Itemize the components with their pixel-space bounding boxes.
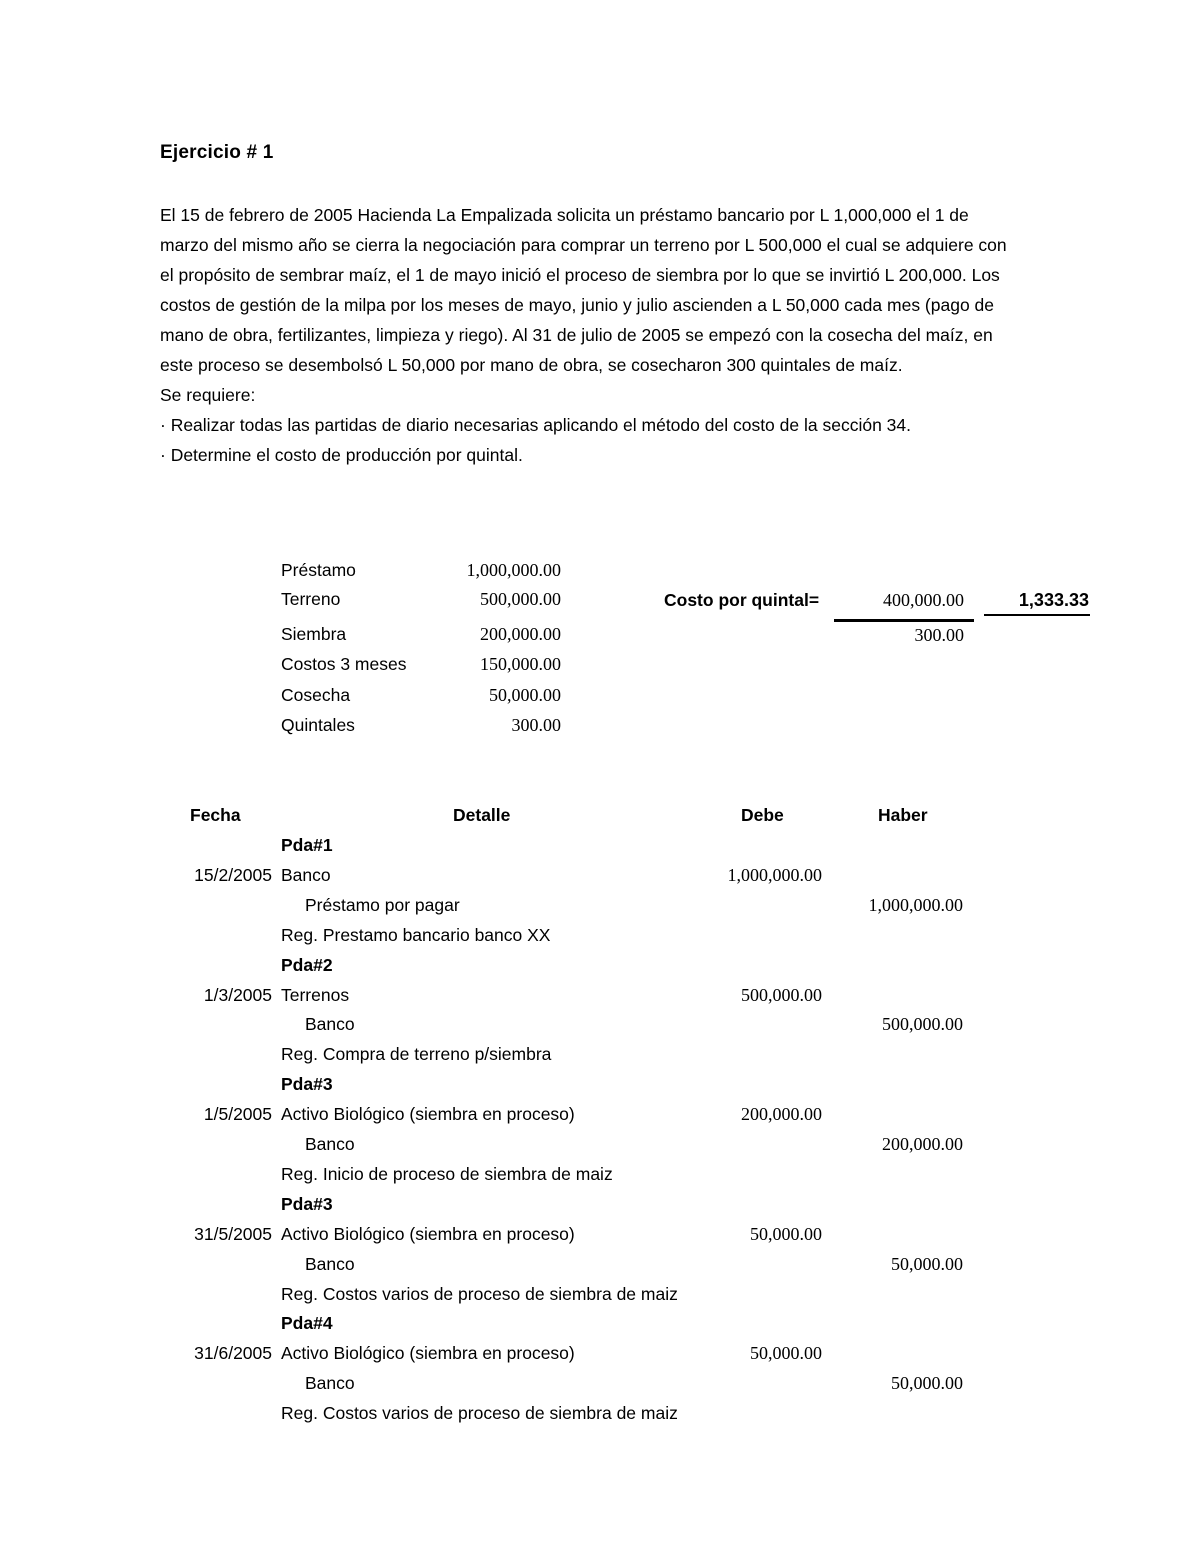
- entry-credit: 200,000.00: [882, 1134, 963, 1154]
- cost-per-quintal-numerator: 400,000.00: [883, 590, 964, 610]
- statement-line: El 15 de febrero de 2005 Hacienda La Empalizada solicita un préstamo bancario por L 1,000,000 el 1 de: [160, 205, 969, 225]
- entry-detail: Banco: [305, 1014, 355, 1035]
- entry-debit: 50,000.00: [750, 1343, 822, 1364]
- summary-value: 50,000.00: [489, 685, 561, 705]
- summary-value: 500,000.00: [480, 589, 561, 609]
- summary-row: [281, 715, 581, 743]
- entry-date: 31/5/2005: [194, 1223, 272, 1244]
- table-row: [0, 1224, 1200, 1254]
- statement-line: mano de obra, fertilizantes, limpieza y riego). Al 31 de julio de 2005 se empezó con la cosecha del maíz, en: [160, 325, 993, 345]
- statement-line: marzo del mismo año se cierra la negociación para comprar un terreno por L 500,000 el cual se adquiere con: [160, 235, 1007, 255]
- entry-detail: Reg. Inicio de proceso de siembra de maiz: [281, 1163, 613, 1184]
- table-row: [0, 925, 1200, 955]
- entry-date: 1/5/2005: [203, 1104, 272, 1125]
- statement-line: · Determine el costo de producción por quintal.: [160, 445, 523, 465]
- entry-detail: Banco: [305, 1253, 355, 1274]
- entry-credit: 50,000.00: [891, 1253, 963, 1274]
- page-title: Ejercicio # 1: [160, 142, 274, 163]
- entry-detail: Reg. Compra de terreno p/siembra: [281, 1044, 552, 1065]
- cost-per-quintal-label: Costo por quintal=: [664, 590, 820, 610]
- entry-debit: 200,000.00: [741, 1104, 822, 1125]
- entry-date: 31/6/2005: [194, 1343, 272, 1364]
- summary-label: Cosecha: [281, 685, 351, 705]
- table-row: [0, 1403, 1200, 1433]
- table-row: [0, 1074, 1200, 1104]
- cost-per-quintal-result: 1,333.33: [1018, 590, 1089, 610]
- table-row: [0, 1164, 1200, 1194]
- entry-debit: 50,000.00: [750, 1223, 822, 1244]
- summary-value: 150,000.00: [480, 654, 561, 674]
- entry-debit: 500,000.00: [741, 984, 822, 1005]
- table-row: [0, 895, 1200, 925]
- statement-line: · Realizar todas las partidas de diario necesarias aplicando el método del costo de la sección 34.: [160, 415, 911, 435]
- entry-date: 1/3/2005: [203, 984, 272, 1005]
- entry-detail: Pda#3: [281, 1074, 333, 1095]
- entry-credit: 1,000,000.00: [868, 894, 963, 915]
- table-row: [0, 1104, 1200, 1134]
- entry-detail: Pda#2: [281, 954, 333, 975]
- entry-detail: Pda#1: [281, 835, 333, 855]
- statement-line: costos de gestión de la milpa por los meses de mayo, junio y julio ascienden a L 50,000 cada mes (pago de: [160, 295, 995, 315]
- exercise-statement: [160, 200, 1100, 470]
- table-row: [0, 985, 1200, 1015]
- entry-detail: Pda#4: [281, 1313, 333, 1334]
- entry-detail: Reg. Costos varios de proceso de siembra de maiz: [281, 1283, 678, 1304]
- entry-date: 15/2/2005: [194, 864, 272, 885]
- entry-debit: 1,000,000.00: [727, 864, 822, 885]
- entry-detail: Banco: [281, 864, 331, 885]
- cost-per-quintal-denominator: 300.00: [914, 625, 964, 645]
- summary-row: [281, 624, 581, 652]
- entry-credit: 50,000.00: [891, 1373, 963, 1394]
- table-row: [0, 1313, 1200, 1343]
- fraction-line: [834, 619, 974, 622]
- summary-row: [281, 589, 581, 617]
- table-row: [0, 835, 1200, 865]
- summary-label: Quintales: [281, 715, 355, 735]
- entry-detail: Terrenos: [281, 984, 350, 1005]
- summary-label: Siembra: [281, 624, 347, 644]
- entry-credit: 500,000.00: [882, 1014, 963, 1035]
- summary-value: 1,000,000.00: [466, 560, 561, 580]
- statement-line: el propósito de sembrar maíz, el 1 de mayo inició el proceso de siembra por lo que se invirtió L 200,000. Los: [160, 265, 1000, 285]
- table-row: [0, 1134, 1200, 1164]
- table-row: [0, 955, 1200, 985]
- entry-detail: Activo Biológico (siembra en proceso): [281, 1104, 575, 1125]
- entry-detail: Préstamo por pagar: [305, 894, 460, 915]
- summary-row: [281, 654, 581, 682]
- table-row: [0, 1194, 1200, 1224]
- summary-row: [281, 685, 581, 713]
- table-row: [0, 1284, 1200, 1314]
- table-row: [0, 1014, 1200, 1044]
- entry-detail: Reg. Costos varios de proceso de siembra de maiz: [281, 1403, 678, 1424]
- entry-detail: Pda#3: [281, 1193, 333, 1214]
- table-row: [0, 1044, 1200, 1074]
- statement-line: este proceso se desembolsó L 50,000 por mano de obra, se cosecharon 300 quintales de maíz.: [160, 355, 903, 375]
- summary-value: 300.00: [511, 715, 561, 735]
- table-row: [0, 1373, 1200, 1403]
- header-detalle: Detalle: [453, 805, 511, 825]
- header-fecha: Fecha: [190, 805, 241, 825]
- summary-label: Terreno: [281, 589, 341, 609]
- header-debe: Debe: [741, 805, 784, 825]
- entry-detail: Reg. Prestamo bancario banco XX: [281, 924, 551, 945]
- table-row: [0, 865, 1200, 895]
- entry-detail: Activo Biológico (siembra en proceso): [281, 1343, 575, 1364]
- header-haber: Haber: [878, 805, 928, 825]
- summary-label: Préstamo: [281, 560, 356, 580]
- result-underline: [984, 614, 1090, 616]
- summary-value: 200,000.00: [480, 624, 561, 644]
- entry-detail: Banco: [305, 1134, 355, 1154]
- statement-line: Se requiere:: [160, 385, 256, 405]
- entry-detail: Activo Biológico (siembra en proceso): [281, 1223, 575, 1244]
- table-row: [0, 1254, 1200, 1284]
- summary-label: Costos 3 meses: [281, 654, 407, 674]
- summary-row: [281, 560, 581, 588]
- table-row: [0, 1343, 1200, 1373]
- entry-detail: Banco: [305, 1373, 355, 1394]
